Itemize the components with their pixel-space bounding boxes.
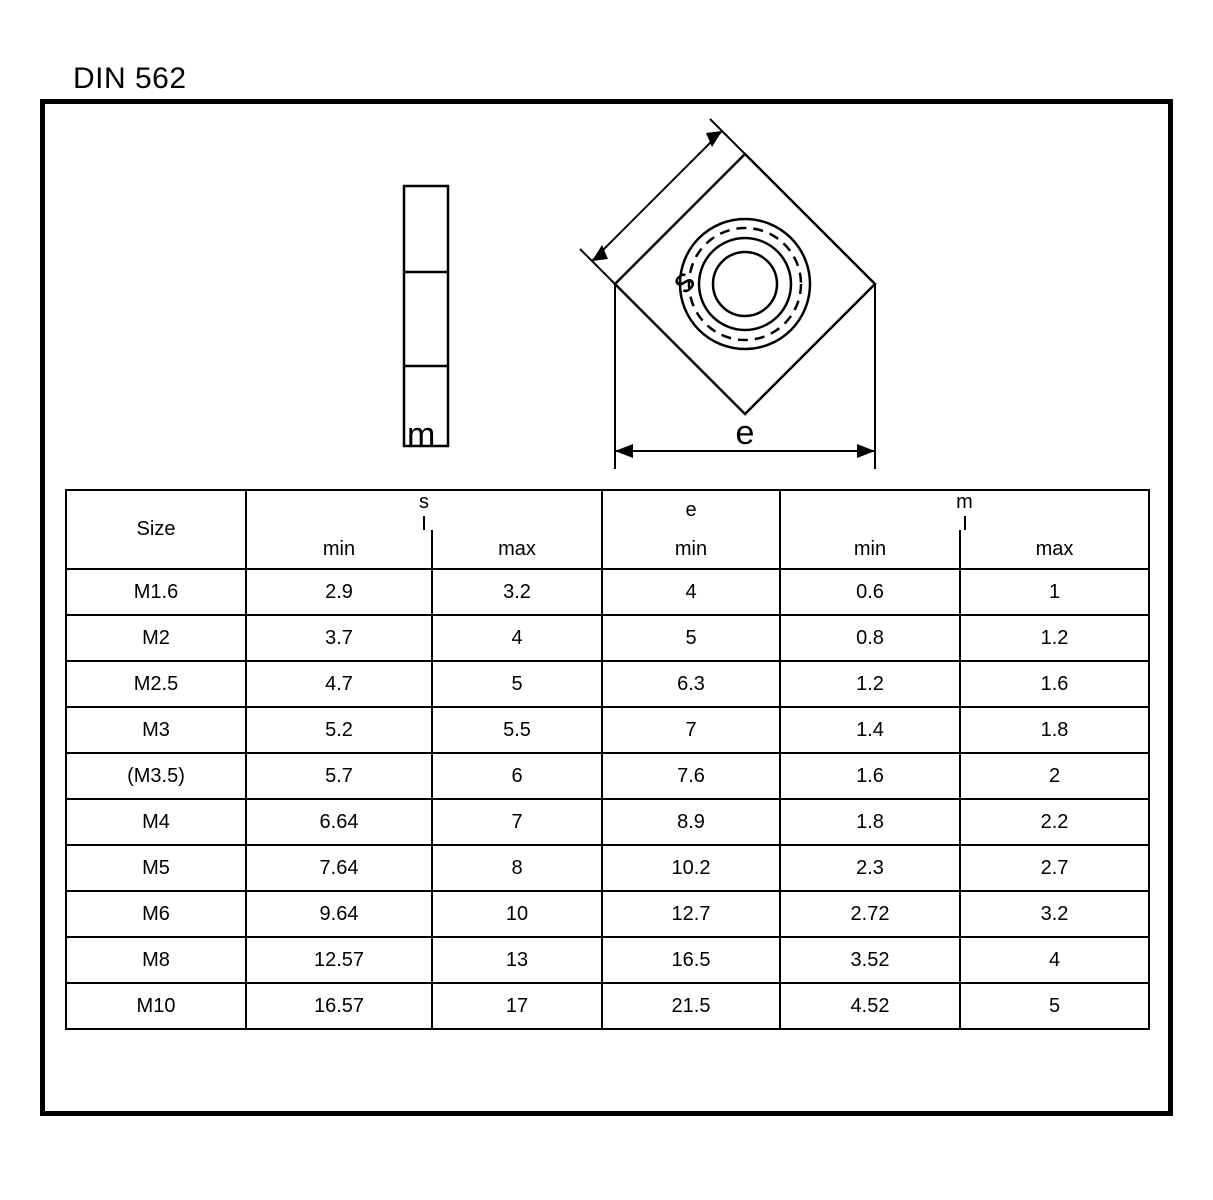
cell-m-max: 2 [960,753,1149,799]
cell-m-max: 1.2 [960,615,1149,661]
cell-m-max: 1.8 [960,707,1149,753]
cell-s-max: 4 [432,615,602,661]
column-header-s-min: min [246,530,432,569]
cell-e-min: 12.7 [602,891,780,937]
cell-s-max: 13 [432,937,602,983]
cell-s-max: 10 [432,891,602,937]
cell-m-max: 3.2 [960,891,1149,937]
cell-m-min: 2.3 [780,845,960,891]
table-row [66,661,1149,707]
cell-size: M1.6 [66,569,246,615]
cell-s-max: 17 [432,983,602,1029]
cell-size: M6 [66,891,246,937]
column-header-m-max: max [960,530,1149,569]
plan-view [615,154,875,414]
cell-m-min: 1.8 [780,799,960,845]
cell-e-min: 6.3 [602,661,780,707]
table-row [66,753,1149,799]
cell-e-min: 21.5 [602,983,780,1029]
column-header-s-max: max [432,530,602,569]
column-group-label-e: e [685,499,697,521]
table-row [66,799,1149,845]
cell-s-max: 7 [432,799,602,845]
cell-size: M10 [66,983,246,1029]
dimension-label-s: s [663,261,703,301]
side-view [404,186,448,446]
cell-size: (M3.5) [66,753,246,799]
cell-s-min: 2.9 [246,569,432,615]
cell-m-max: 2.7 [960,845,1149,891]
table-row [66,891,1149,937]
group-divider-tick-m [964,516,966,530]
column-group-header-e [602,490,780,530]
column-header-size: Size [66,490,246,569]
cell-e-min: 10.2 [602,845,780,891]
technical-drawing [45,104,1168,484]
table-row [66,983,1149,1029]
page-title: DIN 562 [73,62,187,95]
column-group-label-s: s [419,491,429,513]
cell-s-min: 9.64 [246,891,432,937]
cell-e-min: 5 [602,615,780,661]
cell-size: M3 [66,707,246,753]
cell-s-min: 3.7 [246,615,432,661]
column-group-header-s [246,490,602,530]
cell-s-min: 5.7 [246,753,432,799]
cell-s-max: 8 [432,845,602,891]
dimension-s [580,119,745,284]
cell-m-min: 3.52 [780,937,960,983]
table-row [66,615,1149,661]
cell-s-min: 12.57 [246,937,432,983]
cell-size: M2.5 [66,661,246,707]
cell-s-max: 3.2 [432,569,602,615]
dimension-label-e: e [735,414,755,452]
cell-size: M5 [66,845,246,891]
cell-m-min: 0.8 [780,615,960,661]
table-body [66,569,1149,1029]
cell-m-min: 1.6 [780,753,960,799]
cell-e-min: 16.5 [602,937,780,983]
column-header-e-min: min [602,530,780,569]
group-divider-tick-s [423,516,425,530]
cell-m-min: 2.72 [780,891,960,937]
cell-s-min: 6.64 [246,799,432,845]
table-row [66,569,1149,615]
cell-m-max: 5 [960,983,1149,1029]
table-row [66,707,1149,753]
cell-s-max: 5.5 [432,707,602,753]
nut-drawing-svg [45,104,1168,484]
cell-m-max: 2.2 [960,799,1149,845]
column-group-header-m [780,490,1149,530]
table-header [66,490,1149,569]
column-group-label-m: m [956,491,973,513]
column-header-m-min: min [780,530,960,569]
cell-m-min: 4.52 [780,983,960,1029]
cell-s-max: 6 [432,753,602,799]
cell-size: M2 [66,615,246,661]
dimension-table-wrap [65,489,1148,1017]
table-row [66,937,1149,983]
cell-s-min: 4.7 [246,661,432,707]
dimension-table [65,489,1150,1030]
cell-m-min: 1.4 [780,707,960,753]
cell-m-min: 1.2 [780,661,960,707]
cell-e-min: 7 [602,707,780,753]
cell-s-min: 7.64 [246,845,432,891]
cell-s-min: 16.57 [246,983,432,1029]
cell-m-max: 1 [960,569,1149,615]
cell-e-min: 8.9 [602,799,780,845]
cell-m-min: 0.6 [780,569,960,615]
cell-size: M8 [66,937,246,983]
cell-s-min: 5.2 [246,707,432,753]
table-row [66,845,1149,891]
cell-e-min: 4 [602,569,780,615]
dimension-label-m: m [407,416,436,454]
cell-m-max: 1.6 [960,661,1149,707]
cell-m-max: 4 [960,937,1149,983]
cell-size: M4 [66,799,246,845]
cell-e-min: 7.6 [602,753,780,799]
cell-s-max: 5 [432,661,602,707]
